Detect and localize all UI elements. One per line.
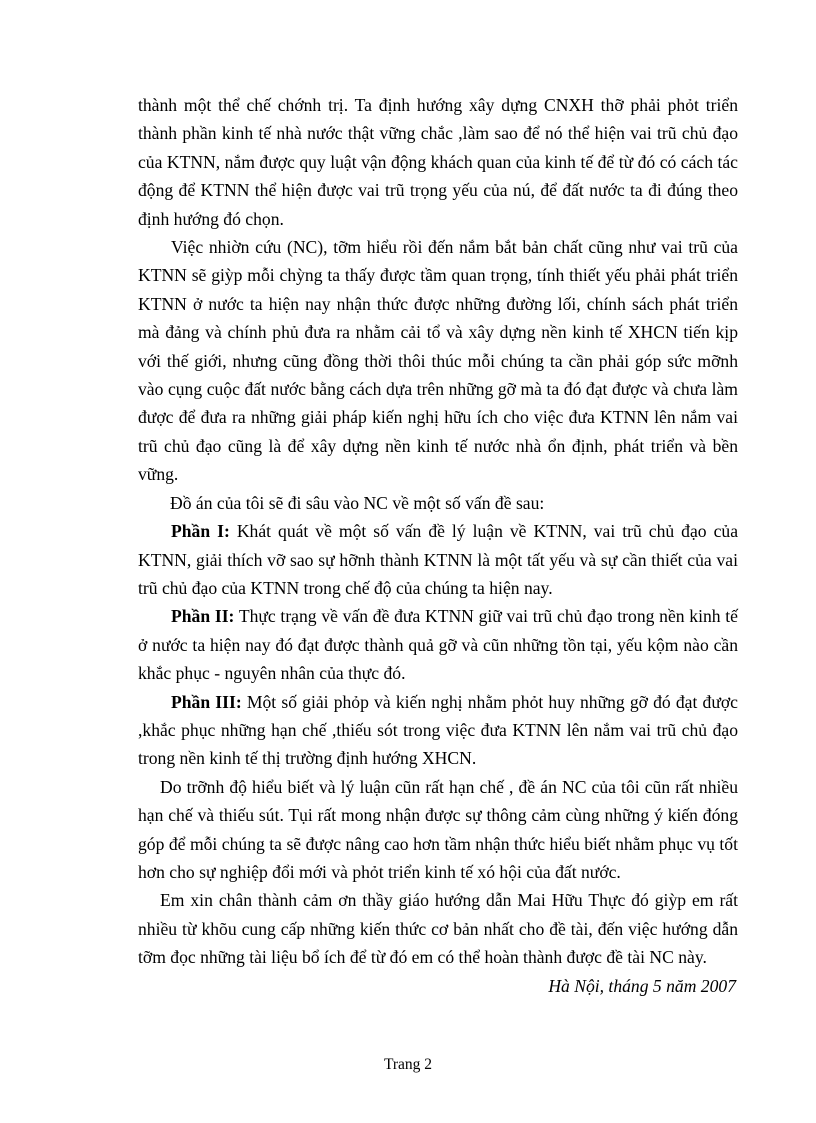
paragraph-research-purpose: Việc nhiờn cứu (NC), tỡm hiểu rồi đến nắm bắt bản chất cũng như vai trũ của KTNN sẽ giỳp mỗi chỳng ta thấy được tầm quan trọng, tính thiết yếu phải phát triển KTNN ở nước ta hiện nay nhận thức được những đường lối, chính sách phát triển mà đảng và chính phủ đưa ra nhằm cải tổ và xây dựng nền kinh tế XHCN tiến kịp với thế giới, nhưng cũng đồng thời thôi thúc mỗi chúng ta cần phải góp sức mỡnh vào cụng cuộc đất nước bằng cách dựa trên những gỡ mà ta đó đạt được và chưa làm được để đưa ra những giải pháp kiến nghị hữu ích cho việc đưa KTNN lên nắm vai trũ chủ đạo cũng là để xây dựng nền kinh tế nước nhà ổn định, phát triển và bền vững. [138,237,738,485]
paragraph-acknowledgement: Em xin chân thành cảm ơn thầy giáo hướng dẫn Mai Hữu Thực đó giỳp em rất nhiều từ khõu cung cấp những kiến thức cơ bản nhất cho đề tài, đến việc hướng dẫn tỡm đọc những tài liệu bổ ích để từ đó em có thể hoàn thành được đề tài NC này. [138,890,738,968]
document-body [138,91,738,1000]
paragraph-part-1 [138,517,738,602]
paragraph-part-3 [138,688,738,773]
page-number-footer: Trang 2 [383,1056,433,1073]
part-2-label: Phần II: [171,606,235,627]
paragraph-intro-continuation: thành một thể chế chớnh trị. Ta định hướng xây dựng CNXH thỡ phải phỏt triển thành phần kinh tế nhà nước thật vững chắc ,làm sao để nó thể hiện vai trũ chủ đạo của KTNN, nắm được quy luật vận động khách quan của kinh tế để từ đó có cách tác động để KTNN thể hiện được vai trũ trọng yếu của nú, để đất nước ta đi đúng theo định hướng đó chọn. [138,95,738,229]
part-1-label: Phần I: [171,521,230,542]
paragraph-limitations: Do trỡnh độ hiểu biết và lý luận cũn rất hạn chế , đề án NC của tôi cũn rất nhiều hạn chế và thiếu sút. Tụi rất mong nhận được sự thông cảm cùng những ý kiến đóng góp để mỗi chúng ta sẽ được nâng cao hơn tầm nhận thức hiểu biết nhằm phục vụ tốt hơn cho sự nghiệp đổi mới và phỏt triển kinh tế xó hội của đất nước. [138,776,738,882]
part-3-label: Phần III: [171,691,242,712]
paragraph-outline-intro: Đồ án của tôi sẽ đi sâu vào NC về một số vấn đề sau: [170,492,545,513]
signoff-place-date: Hà Nội, tháng 5 năm 2007 [548,975,736,996]
part-2-text: Thực trạng về vấn đề đưa KTNN giữ vai trũ chủ đạo trong nền kinh tế ở nước ta hiện nay đó đạt được thành quả gỡ và cũn những tồn tại, yếu kộm nào cần khắc phục - nguyên nhân của thực đó. [138,606,738,684]
part-1-text: Khát quát về một số vấn đề lý luận về KTNN, vai trũ chủ đạo của KTNN, giải thích vỡ sao sự hỡnh thành KTNN là một tất yếu và sự cần thiết của vai trũ chủ đạo của KTNN trong chế độ của chúng ta hiện nay. [138,521,738,598]
part-3-text: Một số giải phỏp và kiến nghị nhằm phỏt huy những gỡ đó đạt được ,khắc phục những hạn chế ,thiếu sót trong việc đưa KTNN lên nắm vai trũ chủ đạo trong nền kinh tế thị trường định hướng XHCN. [138,691,738,769]
paragraph-part-2 [138,602,738,687]
